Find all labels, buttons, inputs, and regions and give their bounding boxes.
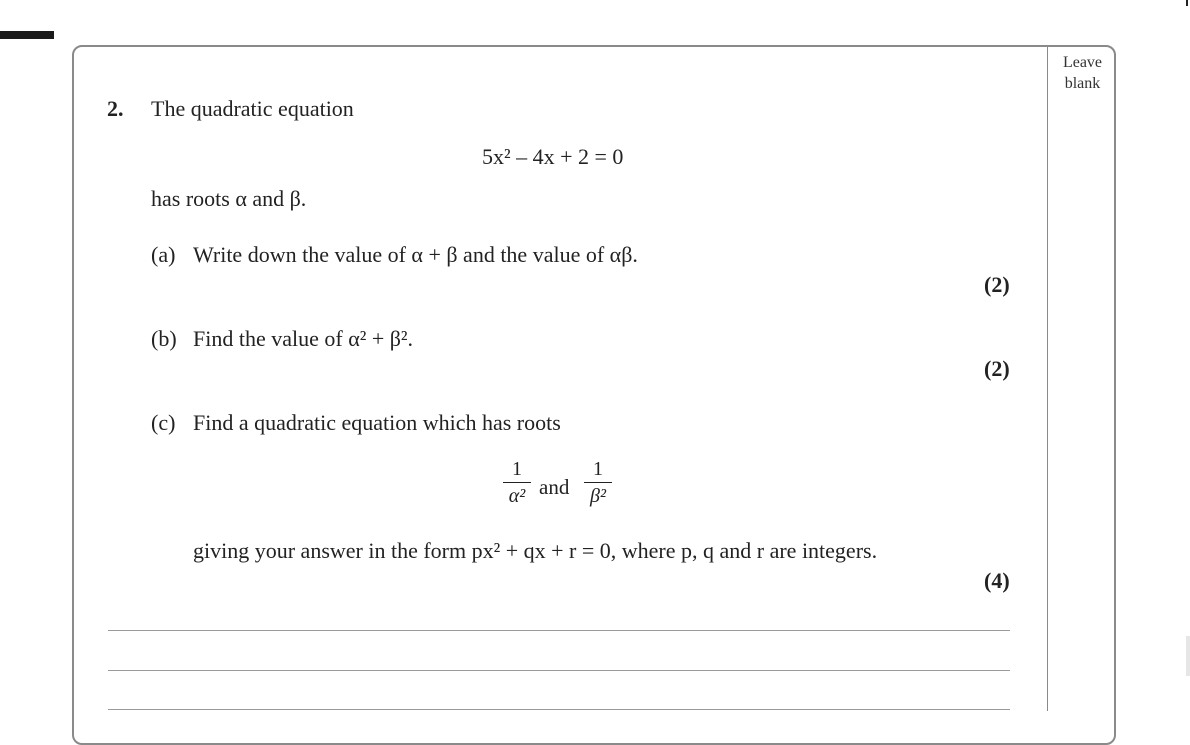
fraction-and-word: and — [539, 475, 570, 499]
answer-line[interactable] — [108, 670, 1010, 671]
page-edge-mark — [1186, 0, 1188, 6]
leave-blank-column-divider — [1047, 46, 1048, 711]
fraction1-bar — [503, 482, 531, 483]
part-b-label: (b) — [151, 326, 177, 351]
fraction2-bar — [584, 482, 612, 483]
part-c-label: (c) — [151, 410, 176, 435]
part-b-text: Find the value of α² + β². — [193, 326, 414, 351]
part-a-label: (a) — [151, 242, 176, 267]
fraction1-numerator: 1 — [512, 458, 522, 480]
question-number: 2. — [107, 96, 124, 121]
question-equation: 5x² – 4x + 2 = 0 — [482, 144, 624, 169]
leave-blank-label — [1049, 52, 1116, 94]
fraction2-denominator: β² — [590, 485, 606, 507]
part-c-marks: (4) — [984, 568, 1010, 593]
question-roots-text: has roots α and β. — [151, 186, 307, 211]
part-c-form-text: giving your answer in the form px² + qx + r = 0, where p, q and r are integers. — [193, 538, 878, 563]
part-a-marks: (2) — [984, 272, 1010, 297]
leave-label-line2: blank — [1064, 75, 1101, 92]
part-c-text: Find a quadratic equation which has roots — [193, 410, 561, 435]
fraction-one-over-alpha-squared — [503, 458, 531, 507]
question-intro: The quadratic equation — [151, 96, 354, 121]
part-a-text: Write down the value of α + β and the value of αβ. — [193, 242, 638, 267]
scrollbar-thumb[interactable] — [1186, 636, 1190, 676]
leave-label-line1: Leave — [1062, 54, 1103, 71]
answer-line[interactable] — [108, 709, 1010, 710]
fraction1-denominator: α² — [508, 485, 526, 507]
answer-line[interactable] — [108, 630, 1010, 631]
part-b-marks: (2) — [984, 356, 1010, 381]
page-top-bar — [0, 31, 54, 39]
fraction2-numerator: 1 — [593, 458, 603, 480]
fraction-one-over-beta-squared — [584, 458, 612, 507]
